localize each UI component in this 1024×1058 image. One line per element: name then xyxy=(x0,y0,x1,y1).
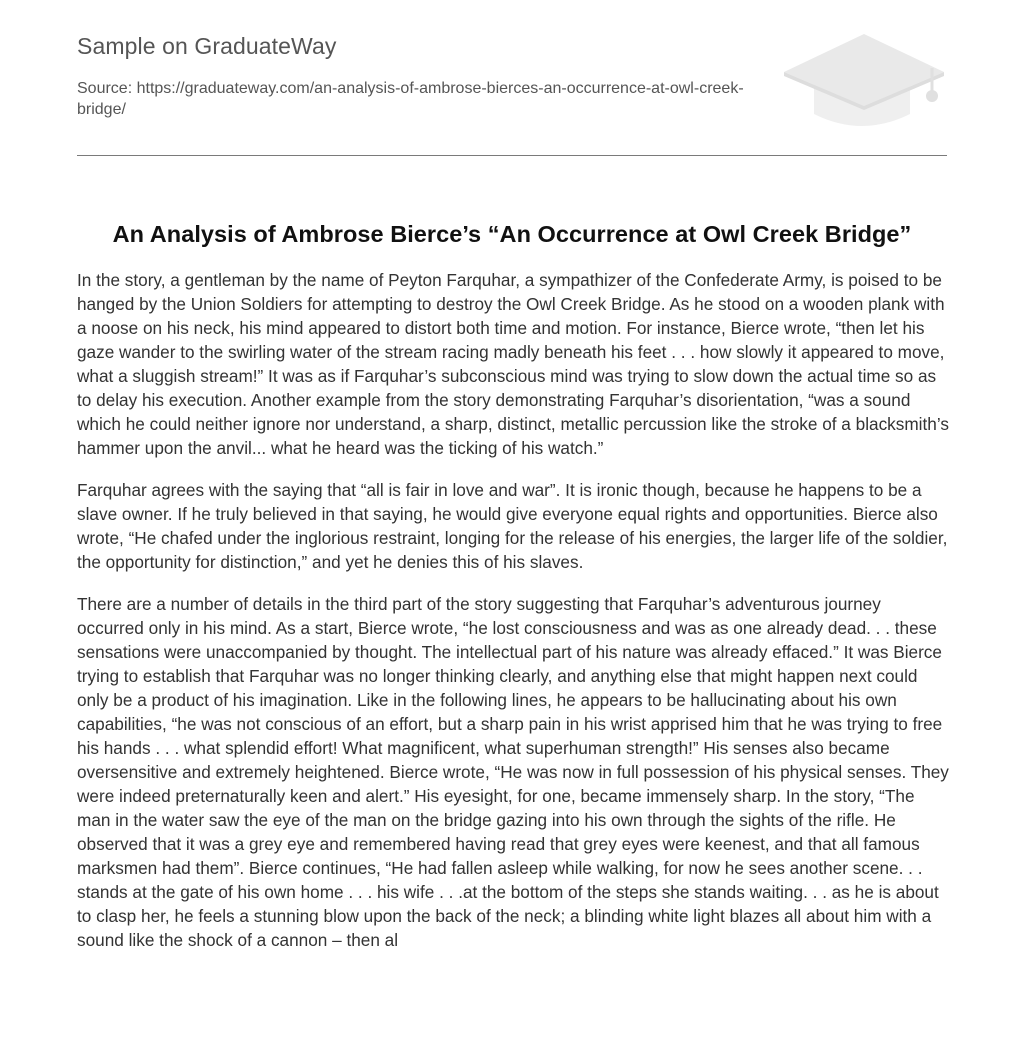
paragraph: Farquhar agrees with the saying that “all is fair in love and war”. It is ironic though, because he happens to be a slave owner. If he truly believed in that saying, he would give everyone equal rights and opportunities. Bierce also wrote, “He chafed under the inglorious restraint, longing for the release of his energies, the larger life of the soldier, the opportunity for distinction,” and yet he denies this of his slaves. xyxy=(77,480,948,572)
page-header xyxy=(77,0,947,156)
paragraph: There are a number of details in the third part of the story suggesting that Farquhar’s adventurous journey occurred only in his mind. As a start, Bierce wrote, “he lost consciousness and was as one already dead. . . these sensations were unaccompanied by thought. The intellectual part of his nature was already effaced.” It was Bierce trying to establish that Farquhar was no longer thinking clearly, and anything else that might happen next could only be a product of his imagination. Like in the following lines, he appears to be hallucinating about his own capabilities, “he was not conscious of an effort, but a sharp pain in his wrist apprised him that he was trying to free his hands . . . what splendid effort! What magnificent, what superhuman strength!” His senses also became oversensitive and extremely heightened. Bierce wrote, “He was now in full possession of his physical senses. They were indeed preternaturally keen and alert.” His eyesight, for one, became immensely sharp. In the story, “The man in the water saw the eye of the man on the bridge gazing into his own through the sights of the rifle. He observed that it was a grey eye and remembered having read that grey eyes were keenest, and that all famous marksmen had them”. Bierce continues, “He had fallen asleep while walking, for now he sees another scene. . . stands at the gate of his own home . . . his wife . . .at the bottom of the steps she stands waiting. . . as he is about to clasp her, he feels a stunning blow upon the back of the neck; a blinding white light blazes all about him with a sound like the shock of a cannon – then al xyxy=(77,594,949,950)
document-body xyxy=(77,268,949,970)
source-label: Source: xyxy=(77,80,133,97)
source-link[interactable]: https://graduateway.com/an-analysis-of-ambrose-bierces-an-occurrence-at-owl-creek-bridge/ xyxy=(77,80,744,118)
graduation-cap-icon xyxy=(780,30,950,134)
document-title: An Analysis of Ambrose Bierce’s “An Occurrence at Owl Creek Bridge” xyxy=(112,220,912,247)
site-title: Sample on GraduateWay xyxy=(77,33,337,59)
source-line xyxy=(77,78,787,120)
header-divider xyxy=(77,155,947,156)
paragraph: In the story, a gentleman by the name of Peyton Farquhar, a sympathizer of the Confederate Army, is poised to be hanged by the Union Soldiers for attempting to destroy the Owl Creek Bridge. As he stood on a wooden plank with a noose on his neck, his mind appeared to distort both time and motion. For instance, Bierce wrote, “then let his gaze wander to the swirling water of the stream racing madly beneath his feet . . . how slowly it appeared to move, what a sluggish stream!” It was as if Farquhar’s subconscious mind was trying to slow down the actual time so as to delay his execution. Another example from the story demonstrating Farquhar’s disorientation, “was a sound which he could neither ignore nor understand, a sharp, distinct, metallic percussion like the stroke of a blacksmith’s hammer upon the anvil... what he heard was the ticking of his watch.” xyxy=(77,270,949,458)
